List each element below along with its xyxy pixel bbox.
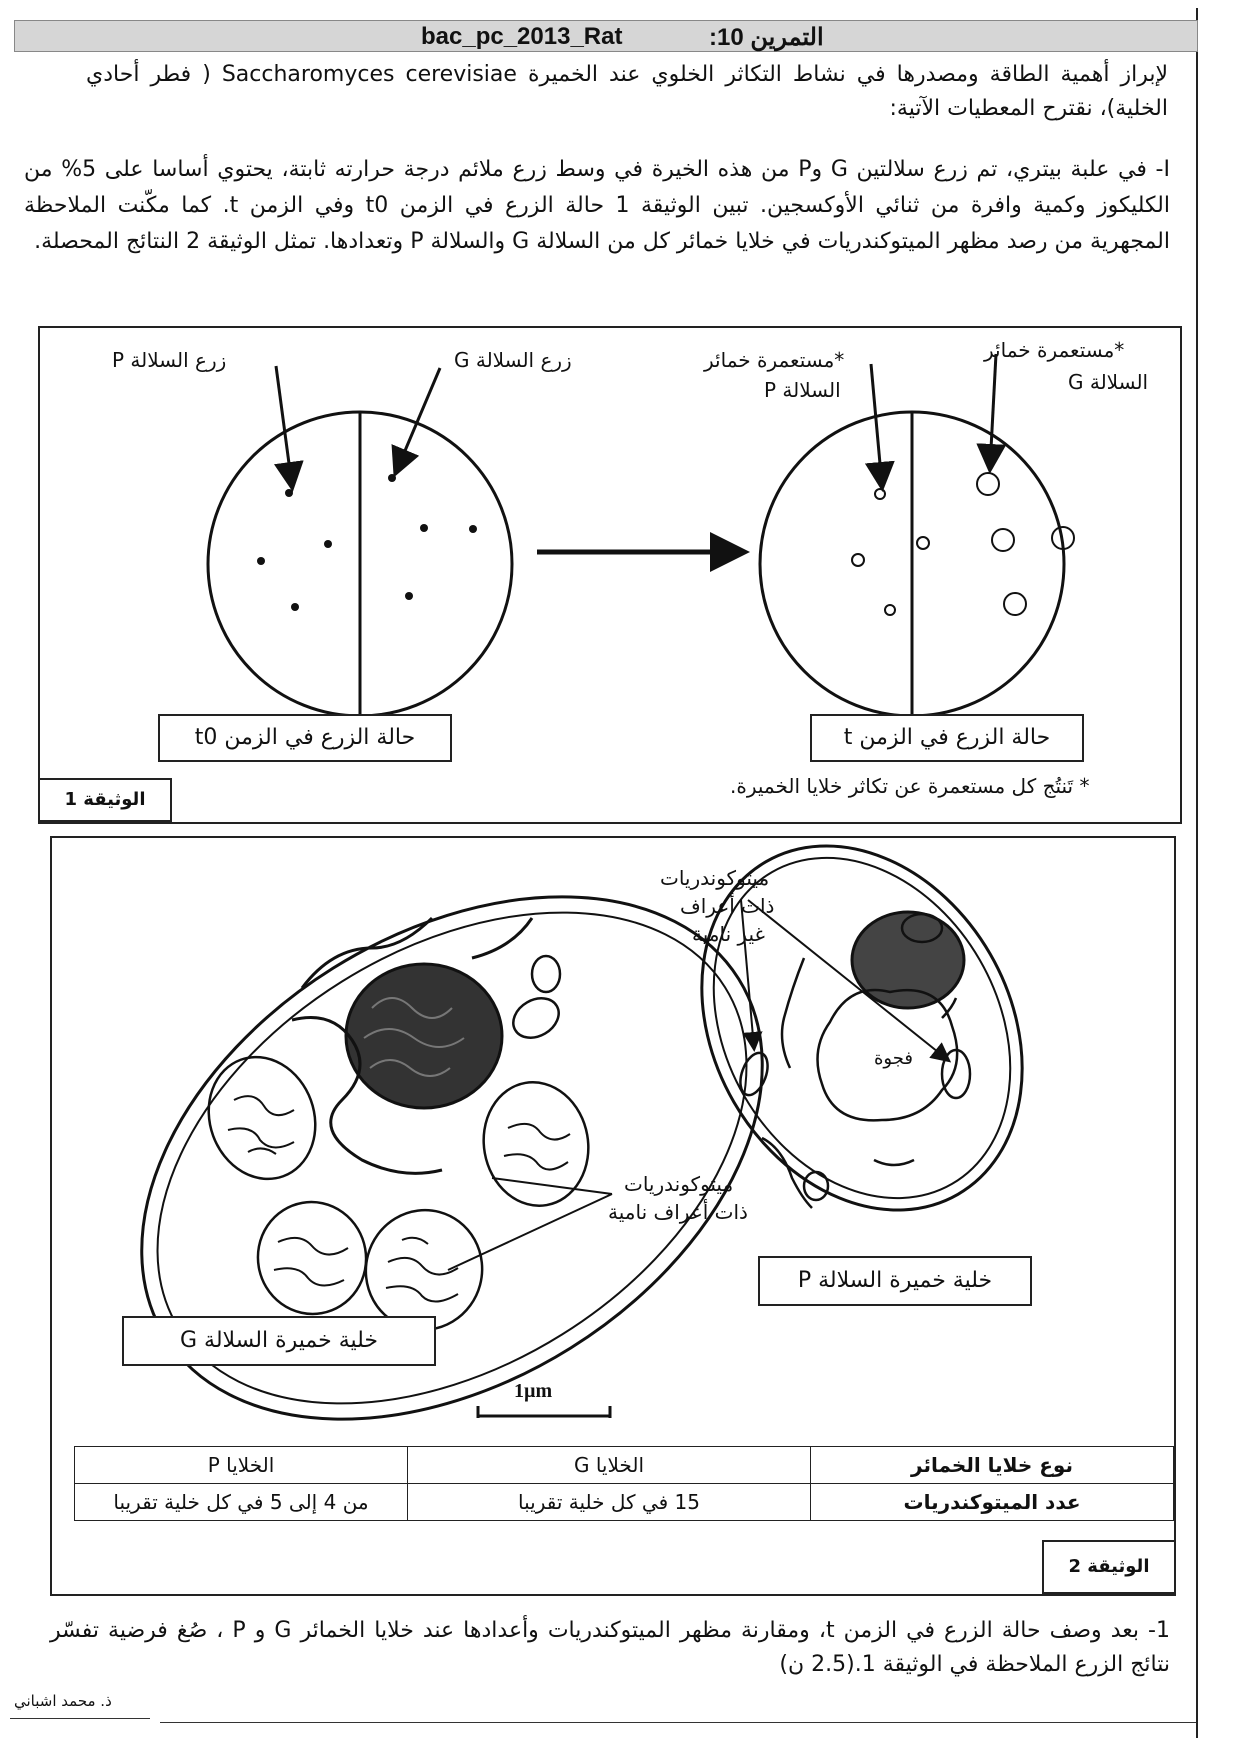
label-mito-undeveloped-2: ذات أعراف (680, 894, 775, 918)
label-mito-undeveloped-3: غير نامية (692, 922, 766, 946)
author-signature: ذ. محمد اشباني (14, 1692, 112, 1710)
doc1-title: الوثيقة 1 (38, 778, 172, 822)
label-colony-g-line2: السلالة G (1068, 370, 1149, 394)
cell-g-value: 15 في كل خلية تقريبا (408, 1484, 811, 1521)
label-vacuole: فجوة (874, 1048, 913, 1069)
doc1-footnote: * تَنتُج كل مستعمرة عن تكاثر خلايا الخميرة. (730, 774, 1090, 798)
question-1: 1- بعد وصف حالة الزرع في الزمن t، ومقارنة مظهر الميتوكندريات وأعدادها عند خلايا الخمائر G و P ، صُغ فرضية تفسّر نتائج الزرع الملاحظة في الوثيقة 1.(2.5 ن) (50, 1618, 1170, 1677)
label-colony-p-line2: السلالة P (764, 378, 841, 402)
page-border (1196, 8, 1198, 1738)
doc2-title: الوثيقة 2 (1042, 1540, 1176, 1594)
table-row (75, 1484, 1174, 1521)
scale-label: 1µm (514, 1380, 553, 1402)
cell-p-value: من 4 إلى 5 في كل خلية تقريبا (75, 1484, 408, 1521)
colonies (852, 473, 1074, 615)
cell-count-header: عدد الميتوكندريات (811, 1484, 1174, 1521)
label-mito-developed-2: ذات أعراف نامية (608, 1200, 748, 1224)
label-colony-g-line1: *مستعمرة خمائر (984, 338, 1125, 362)
cell-p-header: الخلايا P (75, 1447, 408, 1484)
cell-type-header: نوع خلايا الخمائر (811, 1447, 1174, 1484)
label-mito-undeveloped-1: ميتوكوندريات (660, 866, 770, 890)
signature-line (10, 1718, 150, 1719)
part-one-paragraph: I- في علبة بيتري، تم زرع سلالتين G وP من هذه الخيرة في وسط زرع ملائم درجة حرارته ثابتة، يحتوي أساسا على 5% من الكليكوز وكمية وافرة من ثنائي الأوكسجين. تبين الوثيقة 1 حالة الزرع في الزمن t0 وفي الزمن t. كما مكّنت الملاحظة المجهرية من رصد مظهر الميتوكندريات في خلايا خمائر كل من السلالة G والسلالة P وتعدادها. تمثل الوثيقة 2 النتائج المحصلة. (24, 157, 1170, 254)
label-seed-g: زرع السلالة G (454, 348, 572, 372)
seed-dots (257, 474, 477, 611)
exercise-header (14, 20, 1198, 52)
exercise-number: التمرين 10: (709, 24, 824, 51)
document-1 (38, 326, 1182, 824)
caption-t0: حالة الزرع في الزمن t0 (158, 714, 452, 762)
bottom-rule (160, 1722, 1196, 1723)
label-seed-p: زرع السلالة P (112, 348, 227, 372)
caption-cell-p: خلية خميرة السلالة P (758, 1256, 1032, 1306)
exam-code: bac_pc_2013_Rat (421, 23, 623, 50)
table-row (75, 1447, 1174, 1484)
nucleus-g (346, 964, 502, 1108)
mitochondria-table (74, 1446, 1174, 1521)
label-colony-p-line1: *مستعمرة خمائر (704, 348, 845, 372)
nucleus-p (852, 912, 964, 1008)
cell-g-header: الخلايا G (408, 1447, 811, 1484)
label-mito-developed-1: ميتوكوندريات (624, 1172, 734, 1196)
intro-paragraph: لإبراز أهمية الطاقة ومصدرها في نشاط التكاثر الخلوي عند الخميرة Saccharomyces cerevisiae ( فطر أحادي الخلية)، نقترح المعطيات الآتية: (86, 62, 1169, 121)
caption-t: حالة الزرع في الزمن t (810, 714, 1084, 762)
caption-cell-g: خلية خميرة السلالة G (122, 1316, 436, 1366)
scale-bar (478, 1406, 610, 1418)
